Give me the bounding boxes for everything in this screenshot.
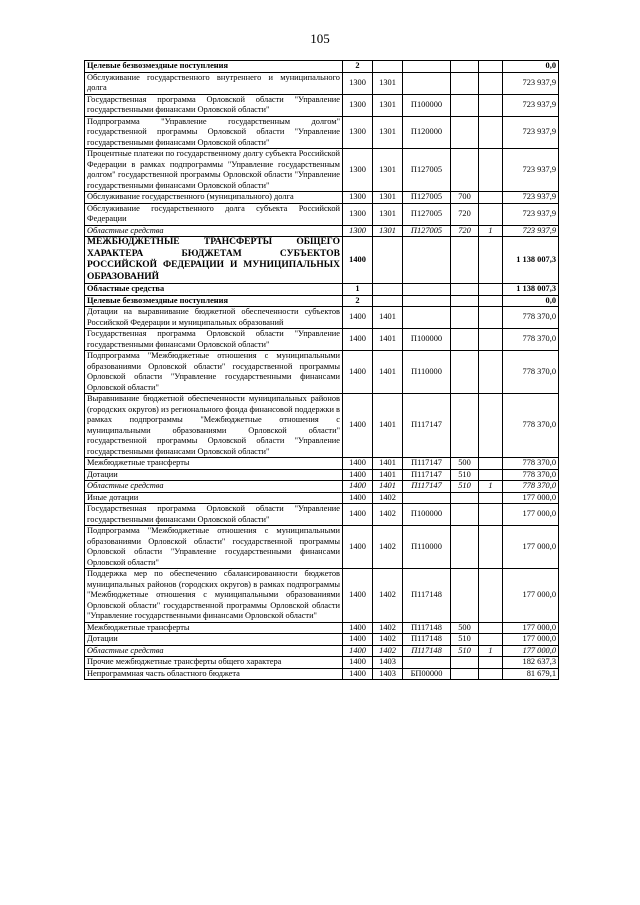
cell-target-article: П100000 [403,94,451,116]
table-row [85,307,559,329]
cell-subsection: 1301 [373,225,403,237]
cell-expense-type [451,329,479,351]
cell-expense-type [451,394,479,458]
cell-section: 1300 [343,192,373,204]
cell-target-article [403,657,451,669]
cell-expense-type: 510 [451,645,479,657]
cell-source: 1 [479,481,503,493]
cell-name: Дотации на выравнивание бюджетной обеспеченности субъектов Российской Федерации и муниципальных образований [85,307,343,329]
cell-expense-type [451,492,479,504]
table-row [85,116,559,149]
table-row [85,634,559,646]
cell-section: 1400 [343,504,373,526]
cell-section: 1400 [343,307,373,329]
cell-expense-type: 720 [451,225,479,237]
cell-target-article [403,307,451,329]
cell-section: 1400 [343,329,373,351]
cell-subsection: 1402 [373,645,403,657]
cell-subsection: 1301 [373,94,403,116]
cell-target-article: П110000 [403,351,451,394]
cell-subsection: 1403 [373,668,403,680]
cell-amount: 177 000,0 [503,569,559,623]
cell-name: Государственная программа Орловской области "Управление государственными финансами Орловской области" [85,504,343,526]
cell-section: 1300 [343,94,373,116]
cell-subsection [373,61,403,73]
cell-expense-type: 510 [451,469,479,481]
cell-subsection [373,295,403,307]
cell-name: Дотации [85,634,343,646]
table-row [85,657,559,669]
cell-expense-type: 500 [451,622,479,634]
cell-subsection: 1301 [373,203,403,225]
cell-amount: 177 000,0 [503,526,559,569]
cell-target-article: П117148 [403,645,451,657]
cell-amount: 81 679,1 [503,668,559,680]
cell-name: Областные средства [85,225,343,237]
cell-target-article: П117147 [403,394,451,458]
cell-amount: 177 000,0 [503,622,559,634]
cell-expense-type [451,526,479,569]
cell-subsection: 1401 [373,307,403,329]
cell-amount: 778 370,0 [503,458,559,470]
cell-section: 1400 [343,237,373,284]
table-row [85,394,559,458]
cell-source [479,492,503,504]
cell-source [479,622,503,634]
cell-source [479,668,503,680]
cell-expense-type [451,504,479,526]
cell-name: МЕЖБЮДЖЕТНЫЕ ТРАНСФЕРТЫ ОБЩЕГО ХАРАКТЕРА БЮДЖЕТАМ СУБЪЕКТОВ РОССИЙСКОЙ ФЕДЕРАЦИИ И МУНИЦИПАЛЬНЫХ ОБРАЗОВАНИЙ [85,237,343,284]
cell-amount: 177 000,0 [503,634,559,646]
cell-name: Иные дотации [85,492,343,504]
cell-subsection: 1401 [373,458,403,470]
cell-subsection: 1401 [373,481,403,493]
cell-expense-type: 510 [451,634,479,646]
cell-name: Областные средства [85,284,343,296]
cell-name: Прочие межбюджетные трансферты общего характера [85,657,343,669]
cell-subsection: 1402 [373,526,403,569]
cell-amount: 778 370,0 [503,307,559,329]
cell-section: 1300 [343,225,373,237]
cell-name: Обслуживание государственного (муниципального) долга [85,192,343,204]
table-row [85,622,559,634]
cell-expense-type [451,116,479,149]
cell-expense-type [451,61,479,73]
cell-expense-type [451,94,479,116]
cell-source [479,458,503,470]
cell-name: Областные средства [85,645,343,657]
cell-source [479,569,503,623]
cell-expense-type [451,351,479,394]
cell-target-article: П127005 [403,203,451,225]
table-row [85,149,559,192]
cell-amount: 182 637,3 [503,657,559,669]
cell-name: Государственная программа Орловской области "Управление государственными финансами Орловской области" [85,94,343,116]
cell-subsection: 1301 [373,116,403,149]
cell-amount: 723 937,9 [503,94,559,116]
cell-section: 2 [343,61,373,73]
cell-target-article: П117148 [403,622,451,634]
cell-target-article [403,61,451,73]
cell-amount: 0,0 [503,61,559,73]
table-row [85,469,559,481]
cell-amount: 723 937,9 [503,149,559,192]
cell-section: 1400 [343,569,373,623]
cell-amount: 723 937,9 [503,116,559,149]
cell-subsection: 1402 [373,504,403,526]
cell-amount: 723 937,9 [503,203,559,225]
table-row [85,481,559,493]
table-row [85,645,559,657]
table-row [85,61,559,73]
cell-amount: 177 000,0 [503,645,559,657]
cell-source [479,504,503,526]
cell-subsection: 1301 [373,192,403,204]
table-row [85,526,559,569]
cell-section: 1400 [343,634,373,646]
cell-target-article [403,295,451,307]
cell-source [479,149,503,192]
cell-section: 1 [343,284,373,296]
table-row [85,284,559,296]
cell-target-article [403,284,451,296]
cell-amount: 177 000,0 [503,492,559,504]
cell-name: Обслуживание государственного долга субъекта Российской Федерации [85,203,343,225]
cell-expense-type [451,657,479,669]
cell-amount: 778 370,0 [503,469,559,481]
cell-subsection: 1403 [373,657,403,669]
cell-name: Межбюджетные трансферты [85,458,343,470]
cell-name: Поддержка мер по обеспечению сбалансированности бюджетов муниципальных районов (городских округов) в рамках подпрограммы "Межбюджетные отношения с муниципальными образованиями Орловской области" государственной программы Орловской области "Управление государственными финансами Орловской области" [85,569,343,623]
table-row [85,192,559,204]
cell-target-article: П120000 [403,116,451,149]
cell-source [479,72,503,94]
cell-subsection: 1402 [373,622,403,634]
cell-name: Государственная программа Орловской области "Управление государственными финансами Орловской области" [85,329,343,351]
cell-name: Целевые безвозмездные поступления [85,295,343,307]
table-row [85,72,559,94]
cell-expense-type [451,569,479,623]
cell-source [479,94,503,116]
cell-subsection: 1402 [373,492,403,504]
cell-subsection: 1301 [373,149,403,192]
cell-section: 2 [343,295,373,307]
cell-amount: 1 138 007,3 [503,237,559,284]
cell-subsection: 1401 [373,469,403,481]
table-row [85,492,559,504]
table-row [85,203,559,225]
cell-amount: 177 000,0 [503,504,559,526]
cell-section: 1400 [343,645,373,657]
cell-section: 1400 [343,668,373,680]
cell-section: 1400 [343,622,373,634]
page-number: 105 [310,31,330,46]
cell-section: 1300 [343,149,373,192]
cell-name: Обслуживание государственного внутреннего и муниципального долга [85,72,343,94]
cell-name: Выравнивание бюджетной обеспеченности муниципальных районов (городских округов) из регионального фонда финансовой поддержки в рамках подпрограммы "Межбюджетные отношения с муниципальными образованиями Орловской области" государственной программы Орловской области "Управление государственными финансами Орловской области" [85,394,343,458]
cell-source [479,295,503,307]
cell-section: 1400 [343,657,373,669]
cell-source: 1 [479,225,503,237]
cell-expense-type: 700 [451,192,479,204]
cell-amount: 723 937,9 [503,192,559,204]
table-row [85,295,559,307]
cell-name: Подпрограмма "Межбюджетные отношения с муниципальными образованиями Орловской области" государственной программы Орловской области "Управление государственными финансами Орловской области" [85,351,343,394]
cell-subsection: 1402 [373,634,403,646]
cell-target-article [403,72,451,94]
cell-section: 1400 [343,394,373,458]
cell-expense-type [451,284,479,296]
cell-source [479,394,503,458]
table-row [85,94,559,116]
cell-source [479,284,503,296]
cell-subsection [373,284,403,296]
cell-expense-type: 510 [451,481,479,493]
cell-name: Подпрограмма "Управление государственным долгом" государственной программы Орловской области "Управление государственными финансами Орловской области" [85,116,343,149]
cell-source [479,192,503,204]
cell-source [479,526,503,569]
cell-name: Непрограммная часть областного бюджета [85,668,343,680]
cell-target-article: П100000 [403,329,451,351]
cell-name: Областные средства [85,481,343,493]
cell-target-article: П100000 [403,504,451,526]
cell-expense-type [451,72,479,94]
cell-section: 1300 [343,203,373,225]
cell-source [479,116,503,149]
cell-target-article: П117148 [403,569,451,623]
table-row [85,504,559,526]
cell-expense-type [451,307,479,329]
table-row [85,329,559,351]
cell-target-article: П117148 [403,634,451,646]
cell-target-article: П117147 [403,469,451,481]
cell-amount: 778 370,0 [503,394,559,458]
cell-section: 1400 [343,526,373,569]
cell-section: 1400 [343,492,373,504]
cell-subsection: 1401 [373,394,403,458]
cell-expense-type: 500 [451,458,479,470]
cell-source [479,237,503,284]
cell-source [479,329,503,351]
cell-target-article: П117147 [403,481,451,493]
cell-target-article: П110000 [403,526,451,569]
table-row [85,458,559,470]
table-row [85,569,559,623]
cell-expense-type [451,237,479,284]
cell-amount: 778 370,0 [503,351,559,394]
cell-subsection [373,237,403,284]
cell-amount: 1 138 007,3 [503,284,559,296]
table-row [85,225,559,237]
cell-target-article [403,492,451,504]
cell-subsection: 1301 [373,72,403,94]
cell-target-article: П127005 [403,192,451,204]
cell-source [479,351,503,394]
cell-source [479,61,503,73]
cell-name: Целевые безвозмездные поступления [85,61,343,73]
cell-amount: 778 370,0 [503,329,559,351]
cell-amount: 778 370,0 [503,481,559,493]
table-row [85,351,559,394]
cell-subsection: 1401 [373,351,403,394]
cell-source [479,203,503,225]
cell-subsection: 1401 [373,329,403,351]
cell-target-article [403,237,451,284]
cell-target-article: П127005 [403,149,451,192]
cell-amount: 723 937,9 [503,72,559,94]
cell-target-article: БП00000 [403,668,451,680]
cell-section: 1300 [343,116,373,149]
cell-target-article: П117147 [403,458,451,470]
cell-section: 1400 [343,458,373,470]
budget-table [84,60,559,680]
cell-section: 1300 [343,72,373,94]
cell-section: 1400 [343,351,373,394]
cell-target-article: П127005 [403,225,451,237]
cell-name: Межбюджетные трансферты [85,622,343,634]
cell-expense-type: 720 [451,203,479,225]
cell-expense-type [451,295,479,307]
cell-section: 1400 [343,481,373,493]
cell-expense-type [451,668,479,680]
cell-amount: 0,0 [503,295,559,307]
cell-source [479,657,503,669]
cell-name: Подпрограмма "Межбюджетные отношения с муниципальными образованиями Орловской области" государственной программы Орловской области "Управление государственными финансами Орловской области" [85,526,343,569]
cell-subsection: 1402 [373,569,403,623]
table-body [85,61,559,680]
cell-source [479,634,503,646]
cell-amount: 723 937,9 [503,225,559,237]
cell-name: Дотации [85,469,343,481]
table-row [85,668,559,680]
cell-source: 1 [479,645,503,657]
cell-section: 1400 [343,469,373,481]
table-row [85,237,559,284]
cell-expense-type [451,149,479,192]
cell-source [479,307,503,329]
cell-name: Процентные платежи по государственному долгу субъекта Российской Федерации в рамках подпрограммы "Управление государственным долгом" государственной программы Орловской области "Управление государственными финансами Орловской области" [85,149,343,192]
cell-source [479,469,503,481]
